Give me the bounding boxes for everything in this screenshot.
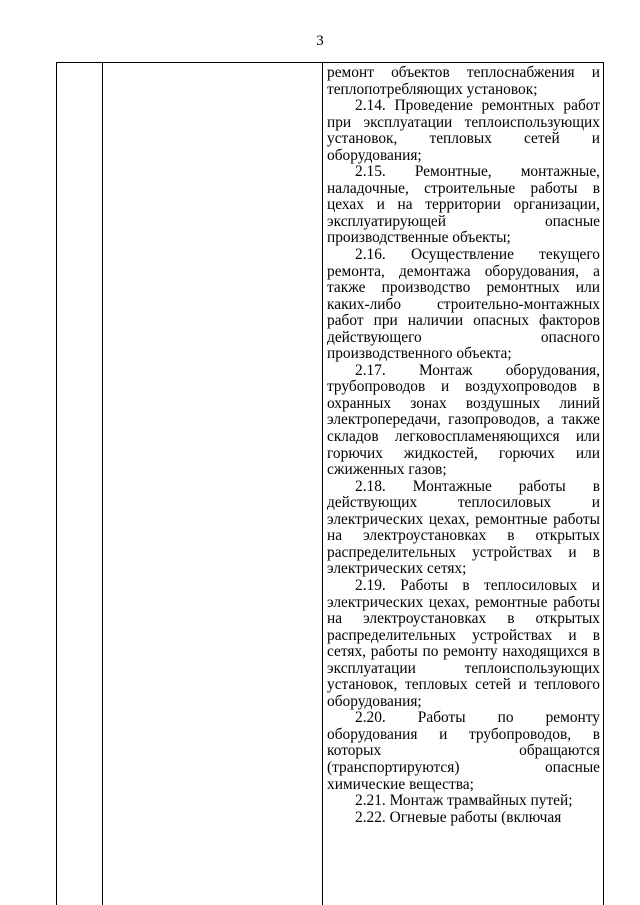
paragraph-item: 2.21. Монтаж трамвайных путей; — [355, 792, 573, 810]
table-cell-activity — [103, 63, 323, 905]
paragraph-item: 2.17. Монтаж оборудования, трубопроводов и воздухопроводов в охранных зонах воздушных линий электропередачи, газопроводов, а также складов легковоспламеняющихся или горючих жидкостей, горючих или сжиженных газов; — [327, 361, 600, 479]
table-cell-number — [57, 63, 103, 905]
paragraph-item: 2.18. Монтажные работы в действующих теплосиловых и электрических цехах, ремонтные работы на электроустановках в открытых распределительных устройствах и в электрических сетях; — [327, 477, 600, 578]
paragraph-continuation: ремонт объектов теплоснабжения и теплопотребляющих установок; — [327, 64, 600, 98]
table-cell-work-types — [323, 63, 604, 905]
paragraph-item: 2.15. Ремонтные, монтажные, наладочные, строительные работы в цехах и на территории организации, эксплуатирующей опасные производственные объекты; — [327, 163, 600, 247]
document-table — [56, 62, 604, 905]
paragraph-item: 2.20. Работы по ремонту оборудования и трубопроводов, в которых обращаются (транспортируются) опасные химические вещества; — [327, 709, 600, 793]
paragraph-item: 2.22. Огневые работы (включая — [355, 808, 562, 826]
paragraph-item: 2.14. Проведение ремонтных работ при эксплуатации теплоиспользующих установок, тепловых сетей и оборудования; — [327, 97, 600, 164]
work-types-text — [323, 63, 603, 826]
paragraph-item: 2.19. Работы в теплосиловых и электрических цехах, ремонтные работы на электроустановках в открытых распределительных устройствах и в сетях, работы по ремонту находящихся в эксплуатации теплоиспользующих установок, тепловых сетей и теплового оборудования; — [327, 576, 600, 710]
table-row — [57, 63, 604, 905]
paragraph-item: 2.16. Осуществление текущего ремонта, демонтажа оборудования, а также производство ремонтных или каких-либо строительно-монтажных работ при наличии опасных факторов действующего опасного производственного объекта; — [327, 246, 600, 363]
page-number: 3 — [316, 33, 324, 49]
